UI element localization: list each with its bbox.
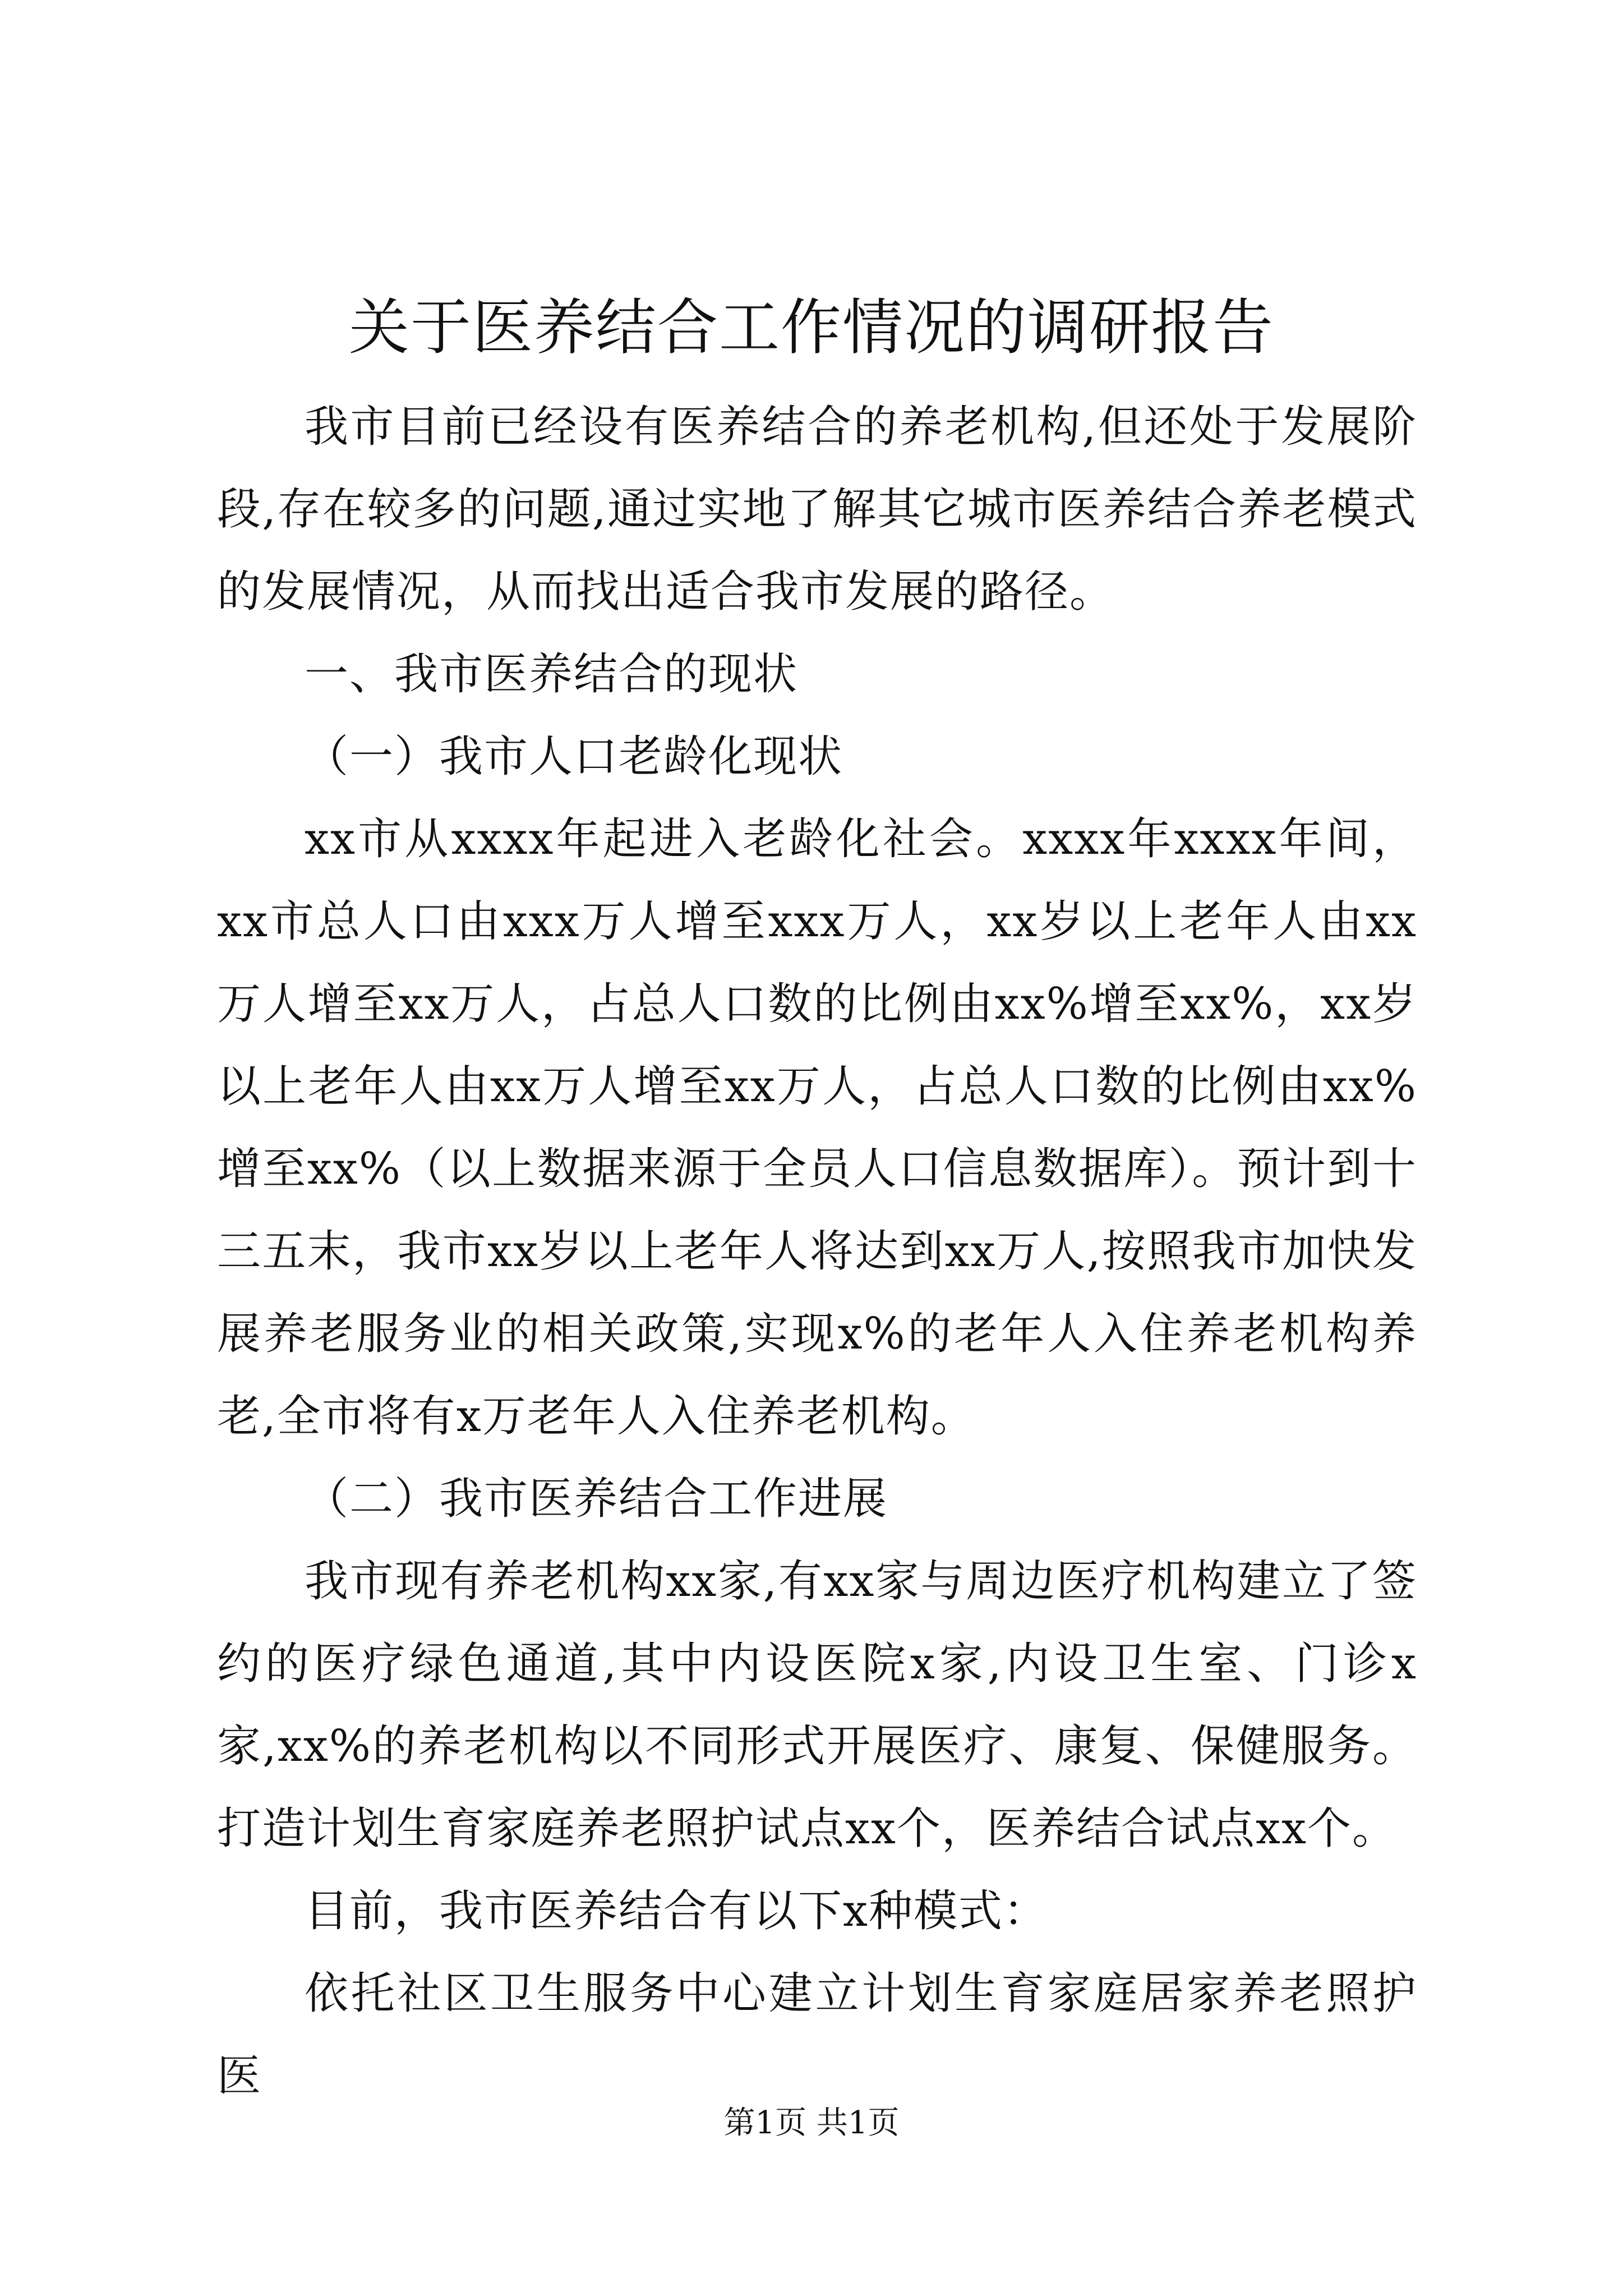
- paragraph-community-mode: 依托社区卫生服务中心建立计划生育家庭居家养老照护医: [217, 1968, 1417, 2101]
- document-body: [217, 386, 1417, 2118]
- paragraph-progress: 我市现有养老机构xx家,有xx家与周边医疗机构建立了签约的医疗绿色通道,其中内设医院x家,内设卫生室、门诊x家,xx%的养老机构以不同形式开展医疗、康复、保健服务。打造计划生育家庭养老照护试点xx个，医养结合试点xx个。: [217, 1556, 1417, 1854]
- page-footer: 第1页 共1页: [723, 2105, 900, 2141]
- paragraph-intro: 我市目前已经设有医养结合的养老机构,但还处于发展阶段,存在较多的问题,通过实地了解其它城市医养结合养老模式的发展情况，从而找出适合我市发展的路径。: [217, 402, 1417, 617]
- subsection-heading-1: （一）我市人口老龄化现状: [305, 731, 843, 782]
- subsection-heading-2: （二）我市医养结合工作进展: [305, 1474, 888, 1524]
- section-heading-1: 一、我市医养结合的现状: [305, 649, 799, 700]
- paragraph-modes-intro: 目前，我市医养结合有以下x种模式：: [305, 1886, 1048, 1936]
- document-title: 关于医养结合工作情况的调研报告: [348, 293, 1274, 363]
- paragraph-aging-status: xx市从xxxx年起进入老龄化社会。xxxx年xxxx年间，xx市总人口由xxx万人增至xxx万人，xx岁以上老年人由xx万人增至xx万人，占总人口数的比例由xx%增至xx%，xx岁以上老年人由xx万人增至xx万人，占总人口数的比例由xx%增至xx%（以上数据来源于全员人口信息数据库）。预计到十三五末，我市xx岁以上老年人将达到xx万人,按照我市加快发展养老服务业的相关政策,实现x%的老年人入住养老机构养老,全市将有x万老年人入住养老机构。: [217, 814, 1417, 1442]
